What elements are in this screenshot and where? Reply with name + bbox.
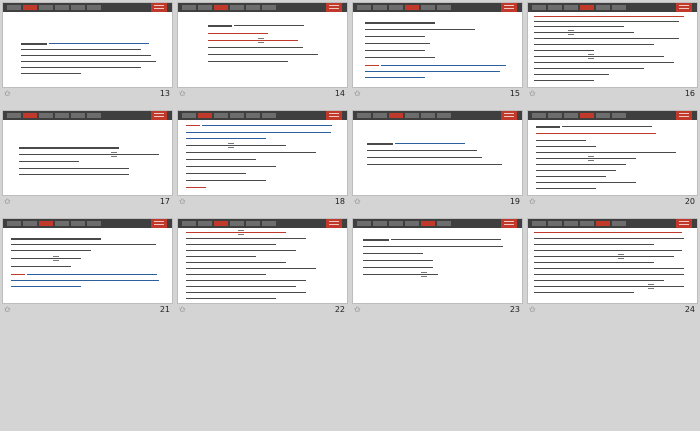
slide-number: 19 <box>509 197 520 206</box>
slide-item-19[interactable] <box>352 110 523 208</box>
slide-number: 18 <box>334 197 345 206</box>
slide-thumbnail[interactable] <box>527 218 698 304</box>
slide-thumbnail[interactable] <box>2 2 173 88</box>
slide-item-13[interactable] <box>2 2 173 100</box>
slide-item-24[interactable] <box>527 218 698 316</box>
slide-title-bar <box>3 111 172 120</box>
star-icon: ✩ <box>529 197 536 206</box>
slide-thumbnail[interactable] <box>352 218 523 304</box>
slide-title-bar <box>353 111 522 120</box>
slide-item-15[interactable] <box>352 2 523 100</box>
slide-number: 21 <box>159 305 170 314</box>
slide-title-bar <box>3 3 172 12</box>
slide-number: 13 <box>159 89 170 98</box>
slide-item-23[interactable] <box>352 218 523 316</box>
star-icon: ✩ <box>179 89 186 98</box>
slide-number: 20 <box>684 197 695 206</box>
star-icon: ✩ <box>179 305 186 314</box>
slide-title-bar <box>353 3 522 12</box>
slide-title-bar <box>528 3 697 12</box>
star-icon: ✩ <box>354 89 361 98</box>
star-icon: ✩ <box>529 305 536 314</box>
slide-number: 17 <box>159 197 170 206</box>
slide-thumbnail[interactable] <box>527 110 698 196</box>
slide-item-22[interactable] <box>177 218 348 316</box>
slide-thumbnail[interactable] <box>527 2 698 88</box>
slide-title-bar <box>353 219 522 228</box>
slide-title-bar <box>528 111 697 120</box>
slide-number: 16 <box>684 89 695 98</box>
star-icon: ✩ <box>4 305 11 314</box>
slide-item-20[interactable] <box>527 110 698 208</box>
slide-item-14[interactable] <box>177 2 348 100</box>
slide-thumbnail[interactable] <box>352 2 523 88</box>
slide-number: 24 <box>684 305 695 314</box>
slide-sorter-grid <box>2 2 698 316</box>
slide-title-bar <box>178 3 347 12</box>
slide-number: 23 <box>509 305 520 314</box>
slide-title-bar <box>528 219 697 228</box>
slide-number: 14 <box>334 89 345 98</box>
star-icon: ✩ <box>4 89 11 98</box>
slide-item-16[interactable] <box>527 2 698 100</box>
slide-thumbnail[interactable] <box>177 2 348 88</box>
slide-thumbnail[interactable] <box>2 110 173 196</box>
slide-item-21[interactable] <box>2 218 173 316</box>
star-icon: ✩ <box>179 197 186 206</box>
slide-thumbnail[interactable] <box>177 218 348 304</box>
star-icon: ✩ <box>4 197 11 206</box>
star-icon: ✩ <box>354 305 361 314</box>
slide-title-bar <box>3 219 172 228</box>
star-icon: ✩ <box>529 89 536 98</box>
slide-title-bar <box>178 111 347 120</box>
slide-number: 22 <box>334 305 345 314</box>
slide-item-17[interactable] <box>2 110 173 208</box>
slide-item-18[interactable] <box>177 110 348 208</box>
slide-thumbnail[interactable] <box>352 110 523 196</box>
star-icon: ✩ <box>354 197 361 206</box>
slide-number: 15 <box>509 89 520 98</box>
slide-thumbnail[interactable] <box>177 110 348 196</box>
slide-title-bar <box>178 219 347 228</box>
slide-thumbnail[interactable] <box>2 218 173 304</box>
